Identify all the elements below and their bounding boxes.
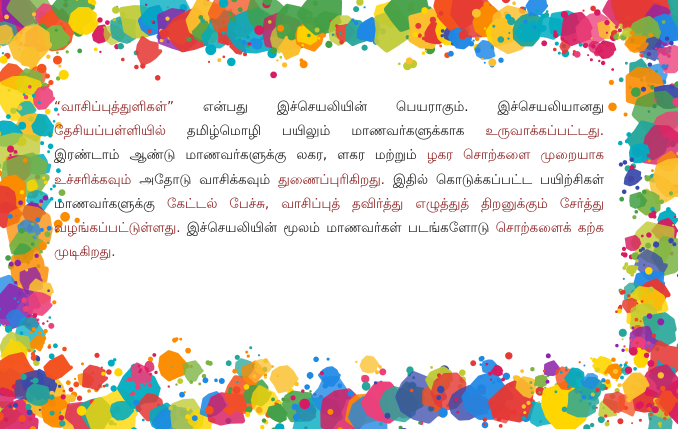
description-text-block	[54, 96, 604, 265]
paragraph-segment: சொற்களைக் கற்க முடிகிறது.	[54, 221, 604, 261]
paint-splat	[355, 357, 382, 380]
paragraph-segment: இரண்டாம் ஆண்டு மாணவர்களுக்கு லகர, ளகர மற்றும்	[54, 148, 427, 164]
paragraph-segment: அதோடு வாசிக்கவும்	[139, 172, 279, 188]
paint-splat	[619, 157, 647, 194]
paint-splat	[121, 38, 161, 80]
paragraph-segment: வழங்கப்பட்டுள்ளது.	[54, 221, 187, 237]
paragraph-segment: பெயராகும்.	[366, 100, 498, 115]
paragraph-segment: ழகர சொற்களை முறையாக உச்சரிக்கவும்	[54, 148, 604, 188]
paragraph-segment: தமிழ்மொழி பயிலும் மாணவர்களுக்காக	[165, 124, 486, 140]
paragraph-segment: இதில் கொடுக்கப்பட்ட பயிற்சிகள் மாணவர்களுக்கு	[54, 172, 604, 212]
paragraph-segment: துணைப்புரிகிறது.	[278, 172, 393, 188]
paragraph-segment: இச்செயலியின் மூலம் மாணவர்கள் படங்களோடு	[186, 221, 496, 237]
paragraph-segment: கேட்டல் பேச்சு, வாசிப்புத் தவிர்த்து எழுத்துத் திறனுக்கும் சேர்த்து	[166, 196, 604, 212]
paragraph-segment: தேசியப்பள்ளியில்	[54, 124, 166, 140]
description-paragraph	[54, 96, 604, 265]
paragraph-segment: இச்செயலியானது	[497, 100, 604, 115]
paragraph-segment: “வாசிப்புத்துளிகள்”	[54, 100, 174, 115]
paragraph-segment: இச்செயலியின்	[276, 100, 367, 115]
paragraph-segment: என்பது	[173, 100, 277, 115]
paragraph-segment: உருவாக்கப்பட்டது.	[485, 124, 604, 140]
